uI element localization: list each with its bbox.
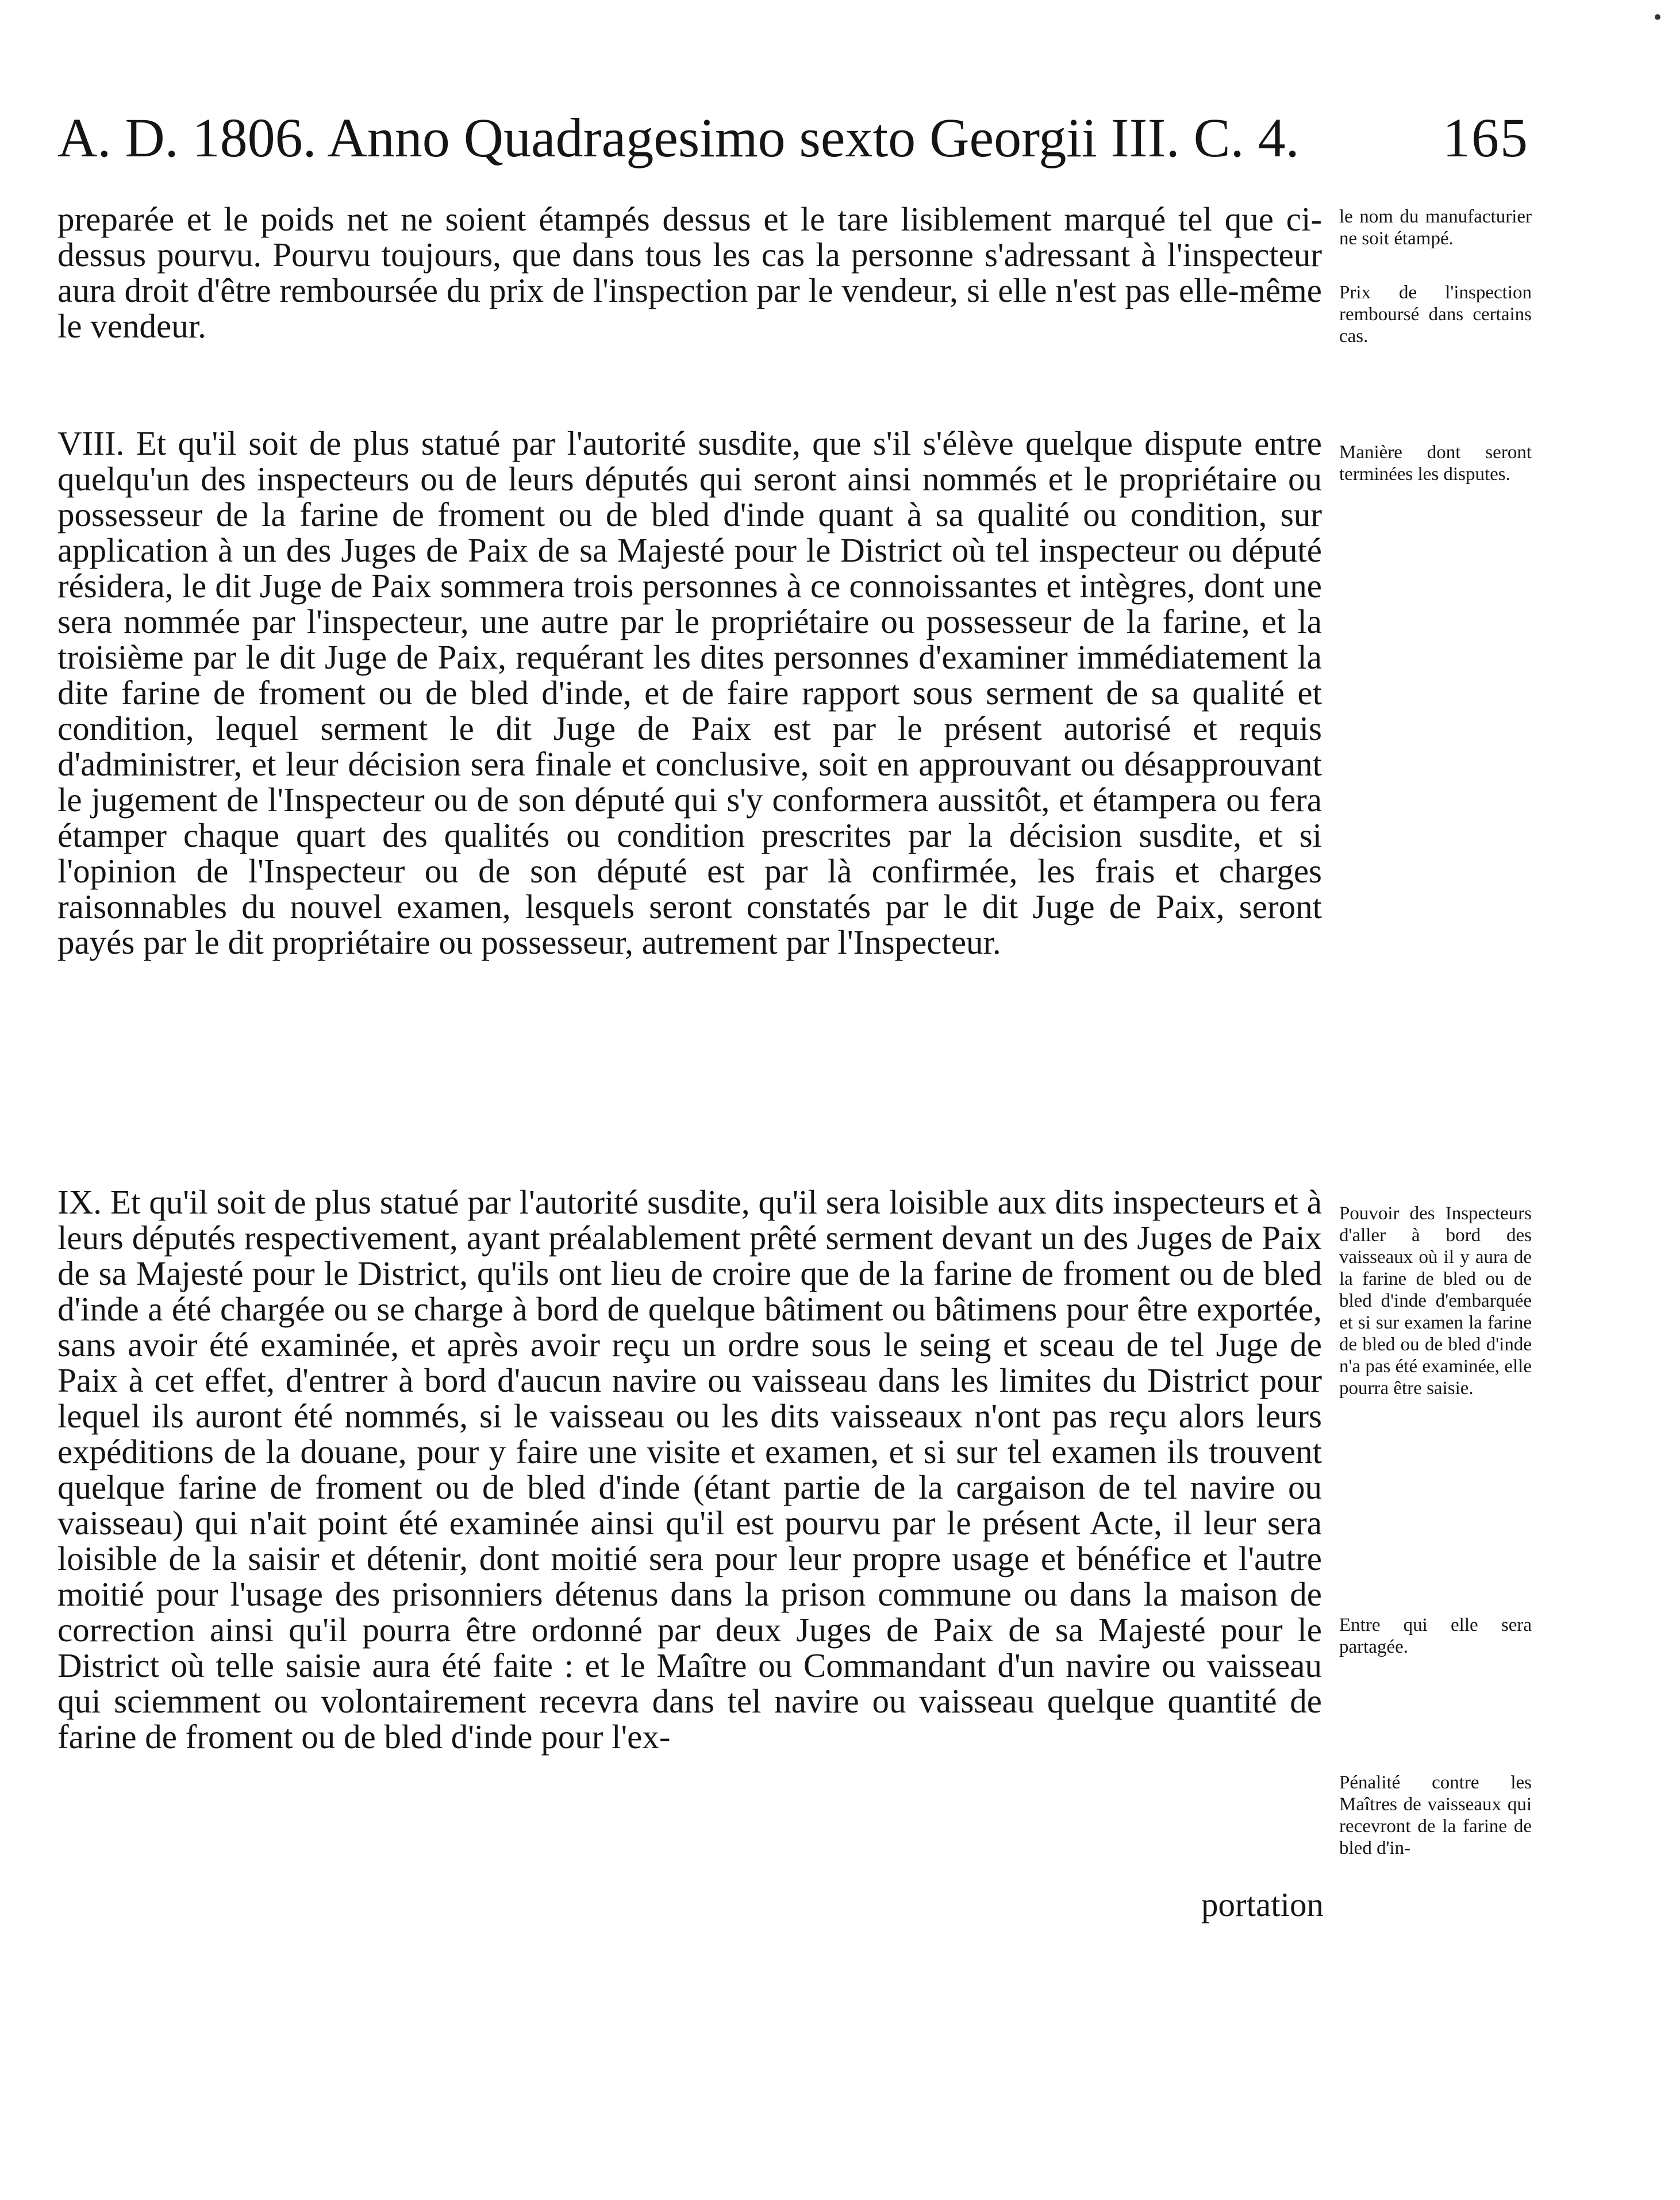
margin-note-division: Entre qui elle sera partagée. xyxy=(1339,1615,1532,1657)
margin-note-penalty: Pénalité contre les Maîtres de vaisseaux qui recevront de la farine de bled d'in- xyxy=(1339,1772,1532,1859)
running-title: A. D. 1806. Anno Quadragesimo sexto Georgii III. C. 4. xyxy=(57,107,1300,168)
page-number: 165 xyxy=(1443,107,1529,168)
margin-note-manufacturer-name: le nom du manufacturier ne soit étampé. xyxy=(1339,206,1532,249)
catchword: portation xyxy=(1201,1886,1324,1923)
section-8-paragraph: VIII. Et qu'il soit de plus statué par l'autorité susdite, que s'il s'élève quelque dispute entre quelqu'un des inspecteurs ou de leurs députés qui seront ainsi nommés et le propriétaire ou possesseur de la farine de froment ou de bled d'inde quant à sa qualité ou condition, sur application à un des Juges de Paix de sa Majesté pour le District où tel inspecteur ou député résidera, le dit Juge de Paix sommera trois personnes à ce connoissantes et intègres, dont une sera nommée par l'inspecteur, une autre par le propriétaire ou possesseur de la farine, et la troisième par le dit Juge de Paix, requérant les dites personnes d'examiner immédiatement la dite farine de froment ou de bled d'inde, et de faire rapport sous serment de sa qualité et condition, lequel serment le dit Juge de Paix est par le présent autorisé et requis d'administrer, et leur décision sera finale et conclusive, soit en approuvant ou désapprouvant le jugement de l'Inspecteur ou de son député qui s'y conformera aussitôt, et étampera ou fera étamper chaque quart des qualités ou condition prescrites par la décision susdite, et si l'opinion de l'Inspecteur ou de son député est par là confirmée, les frais et charges raisonnables du nouvel examen, lesquels seront constatés par le dit Juge de Paix, seront payés par le dit propriétaire ou possesseur, autrement par l'Inspecteur. xyxy=(57,424,1322,961)
corner-dot-mark: • xyxy=(1652,6,1664,29)
section-7-continuation: preparée et le poids net ne soient étampés dessus et le tare lisiblement marqué tel que ci-dessus pourvu. Pourvu toujours, que dans tous les cas la personne s'adressant à l'inspecteur aura droit d'être remboursée du prix de l'inspection par le vendeur, si elle n'est pas elle-même le vendeur. xyxy=(57,200,1322,345)
running-header xyxy=(57,98,1529,178)
margin-note-inspection-price: Prix de l'inspection remboursé dans certains cas. xyxy=(1339,282,1532,347)
section-9-paragraph: IX. Et qu'il soit de plus statué par l'autorité susdite, qu'il sera loisible aux dits inspecteurs et à leurs députés respectivement, ayant préalablement prêté serment devant un des Juges de Paix de sa Majesté pour le District, qu'ils ont lieu de croire que de la farine de froment ou de bled d'inde a été chargée ou se charge à bord de quelque bâtiment ou bâtimens pour être exportée, sans avoir été examinée, et après avoir reçu un ordre sous le seing et sceau de tel Juge de Paix à cet effet, d'entrer à bord d'aucun navire ou vaisseau dans les limites du District pour lequel ils auront été nommés, si le vaisseau ou les dits vaisseaux n'ont pas reçu alors leurs expéditions de la douane, pour y faire une visite et examen, et si sur tel examen ils trouvent quelque farine de froment ou de bled d'inde (étant partie de la cargaison de tel navire ou vaisseau) qui n'ait point été examinée ainsi qu'il est pourvu par le présent Acte, il leur sera loisible de la saisir et détenir, dont moitié sera pour leur propre usage et bénéfice et l'autre moitié pour l'usage des prisonniers détenus dans la prison commune ou dans la maison de correction ainsi qu'il pourra être ordonné par deux Juges de Paix de sa Majesté pour le District où telle saisie aura été faite : et le Maître ou Commandant d'un navire ou vaisseau qui sciemment ou volontairement recevra dans tel navire ou vaisseau quelque quantité de farine de froment ou de bled d'inde pour l'ex- xyxy=(57,1183,1322,1756)
margin-note-inspector-power: Pouvoir des Inspecteurs d'aller à bord des vaisseaux où il y aura de la farine de bled ou de bled d'inde d'embarquée et si sur examen la farine de bled ou de bled d'inde n'a pas été examinée, elle pourra être saisie. xyxy=(1339,1203,1532,1399)
margin-note-disputes: Manière dont seront terminées les disputes. xyxy=(1339,442,1532,485)
